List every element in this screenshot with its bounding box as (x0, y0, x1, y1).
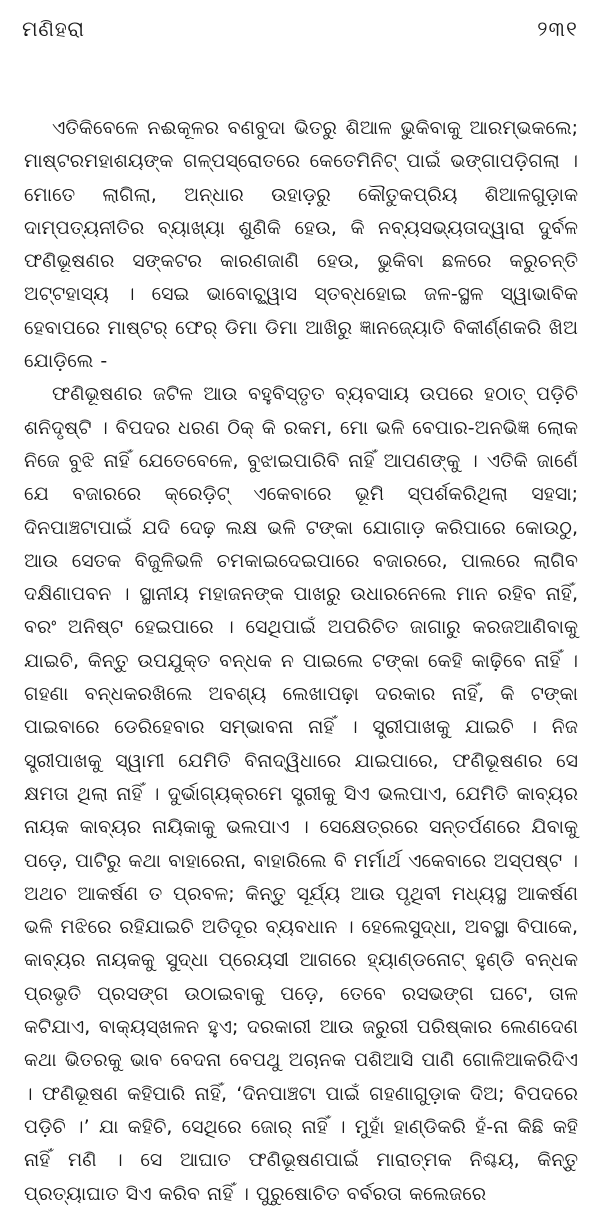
running-header (22, 14, 578, 44)
paragraph: ଏତିକିବେଳେ ନଈକୂଳର ବଣବୁଦା ଭିତରୁ ଶିଆଳ ଭୁକିବାକୁ ଆରମ୍ଭକଲେ; ମାଷ୍ଟରମହାଶୟଙ୍କ ଗଳ୍ପସ୍ରୋତରେ କେତେମିନିଟ୍ ପାଇଁ ଭଙ୍ଗାପଡ଼ିଗଲା । ମୋତେ ଲାଗିଲା, ଅନ୍ଧାର ଉହାଡ଼ରୁ କୌତୁକପ୍ରିୟ ଶିଆଳଗୁଡ଼ାକ ଦାମ୍ପତ୍ୟନୀତିର ବ୍ୟାଖ୍ୟା ଶୁଣିକି ହେଉ, କି ନବ୍ୟସଭ୍ୟତାଦ୍ୱାରା ଦୁର୍ବଳ ଫଣିଭୂଷଣର ସଙ୍କଟର କାରଣଜାଣି ହେଉ, ଭୁକିବା ଛଳରେ କରୁଚନ୍ତି ଅଟ୍ଟହାସ୍ୟ । ସେଇ ଭାବୋଚ୍ଛ୍ୱାସ ସ୍ତବ୍ଧହୋଇ ଜଳ-ସ୍ଥଳ ସ୍ୱାଭାବିକ ହେବାପରେ ମାଷ୍ଟର୍ ଫେର୍ ଡିମା ଡିମା ଆଖିରୁ ଜ୍ଞାନଜ୍ୟୋତି ବିକୀର୍ଣ୍ଣକରି ଖିଅ ଯୋଡ଼ିଲେ - (24, 117, 578, 373)
paragraph: ଫଣିଭୂଷଣର ଜଟିଳ ଆଉ ବହୁବିସ୍ତୃତ ବ୍ୟବସାୟ ଉପରେ ହଠାତ୍ ପଡ଼ିଚି ଶନିଦୃଷ୍ଟି । ବିପଦର ଧରଣ ଠିକ୍ କି ରକମ, ମୋ ଭଳି ବେପାର-ଅନଭିଜ୍ଞ ଲୋକ ନିଜେ ବୁଝି ନାହିଁ ଯେତେବେଳେ, ବୁଝାଇପାରିବି ନାହିଁ ଆପଣଙ୍କୁ । ଏତିକି ଜାଣେଁ ଯେ ବଜାରରେ କ୍ରେଡ଼ିଟ୍ ଏକେବାରେ ଭୂମି ସ୍ପର୍ଶକରିଥିଲା ସହସା; ଦିନପାଞ୍ଚଟାପାଇଁ ଯଦି ଦେଢ଼ ଲକ୍ଷ ଭଳି ଟଙ୍କା ଯୋଗାଡ଼ କରିପାରେ କୋଉଠୁ, ଆଉ ସେତକ ବିଜୁଳିଭଳି ଚମକାଇଦେଇପାରେ ବଜାରରେ, ପାଲରେ ଲାଗିବ ଦକ୍ଷିଣାପବନ । ସ୍ଥାନୀୟ ମହାଜନଙ୍କ ପାଖରୁ ଉଧାରନେଲେ ମାନ ରହିବ ନାହିଁ, ବରଂ ଅନିଷ୍ଟ ହେଇପାରେ । ସେଥିପାଇଁ ଅପରିଚିତ ଜାଗାରୁ କରଜଆଣିବାକୁ ଯାଇଚି, କିନ୍ତୁ ଉପଯୁକ୍ତ ବନ୍ଧକ ନ ପାଇଲେ ଟଙ୍କା କେହି କାଢ଼ିବେ ନାହିଁ । ଗହଣା ବନ୍ଧକରଖିଲେ ଅବଶ୍ୟ ଲେଖାପଢ଼ା ଦରକାର ନାହିଁ, କି ଟଙ୍କା ପାଇବାରେ ଡେରିହେବାର ସମ୍ଭାବନା ନାହିଁ । ସ୍ତ୍ରୀପାଖକୁ ଯାଇଚି । ନିଜ ସ୍ତ୍ରୀପାଖକୁ ସ୍ୱାମୀ ଯେମିତି ବିନାଦ୍ୱିଧାରେ ଯାଇପାରେ, ଫଣିଭୂଷଣର ସେ କ୍ଷମତା ଥିଲା ନାହିଁ । ଦୁର୍ଭାଗ୍ୟକ୍ରମେ ସ୍ତ୍ରୀକୁ ସିଏ ଭଲପାଏ, ଯେମିତି କାବ୍ୟର ନାୟକ କାବ୍ୟର ନାୟିକାକୁ ଭଲପାଏ । ସେକ୍ଷେତ୍ରରେ ସନ୍ତର୍ପଣରେ ଯିବାକୁ ପଡ଼େ, ପାଟିରୁ କଥା ବାହାରେନା, ବାହାରିଲେ ବି ମର୍ମାର୍ଥ ଏକେବାରେ ଅସ୍ପଷ୍ଟ । ଅଥଚ ଆକର୍ଷଣ ତ ପ୍ରବଳ; କିନ୍ତୁ ସୂର୍ଯ୍ୟ ଆଉ ପୃଥିବୀ ମଧ୍ୟସ୍ଥ ଆକର୍ଷଣ ଭଳି ମଝିରେ ରହିଯାଇଚି ଅତିଦୂର ବ୍ୟବଧାନ । ହେଲେସୁଦ୍ଧା, ଅବସ୍ଥା ବିପାକେ, କାବ୍ୟର ନାୟକକୁ ସୁଦ୍ଧା ପ୍ରେୟସୀ ଆଗରେ ହ୍ୟାଣ୍ଡନୋଟ୍ ହୁଣ୍ଡି ବନ୍ଧକ ପ୍ରଭୃତି ପ୍ରସଙ୍ଗ ଉଠାଇବାକୁ ପଡ଼େ, ତେବେ ରସଭଙ୍ଗ ଘଟେ, ତାଳ କଟିଯାଏ, ବାକ୍ୟସ୍ଖଳନ ହୁଏ; ଦରକାରୀ ଆଉ ଜରୁରୀ ପରିଷ୍କାର ଲେଣଦେଣ କଥା ଭିତରକୁ ଭାବ ବେଦନା ବେପଥୁ ଅଚାନକ ପଶିଆସି ପାଣି ଗୋଳିଆକରିଦିଏ । ଫଣିଭୂଷଣ କହିପାରି ନାହିଁ, ‘ଦିନପାଞ୍ଚଟା ପାଇଁ ଗହଣାଗୁଡ଼ାକ ଦିଅ; ବିପଦରେ ପଡ଼ିଚି ।’ ଯା କହିଚି, ସେଥିରେ ଜୋର୍ ନାହିଁ । ମୁହାଁ ହାଣ୍ଡିକରି ହଁ-ନା କିଛି କହି ନାହିଁ ମଣି । ସେ ଆଘାତ ଫଣିଭୂଷଣପାଇଁ ମାରାତ୍ମକ ନିଶ୍ଚୟ, କିନ୍ତୁ ପ୍ରତ୍ୟାଘାତ ସିଏ କରିବ ନାହିଁ । ପୁରୁଷୋଚିତ ବର୍ବରତା କଲେଜରେ (24, 383, 578, 1205)
body-text (24, 112, 578, 1211)
chapter-title: ମଣିହରା (22, 17, 85, 41)
page-number: ୨୩୧ (537, 17, 578, 41)
